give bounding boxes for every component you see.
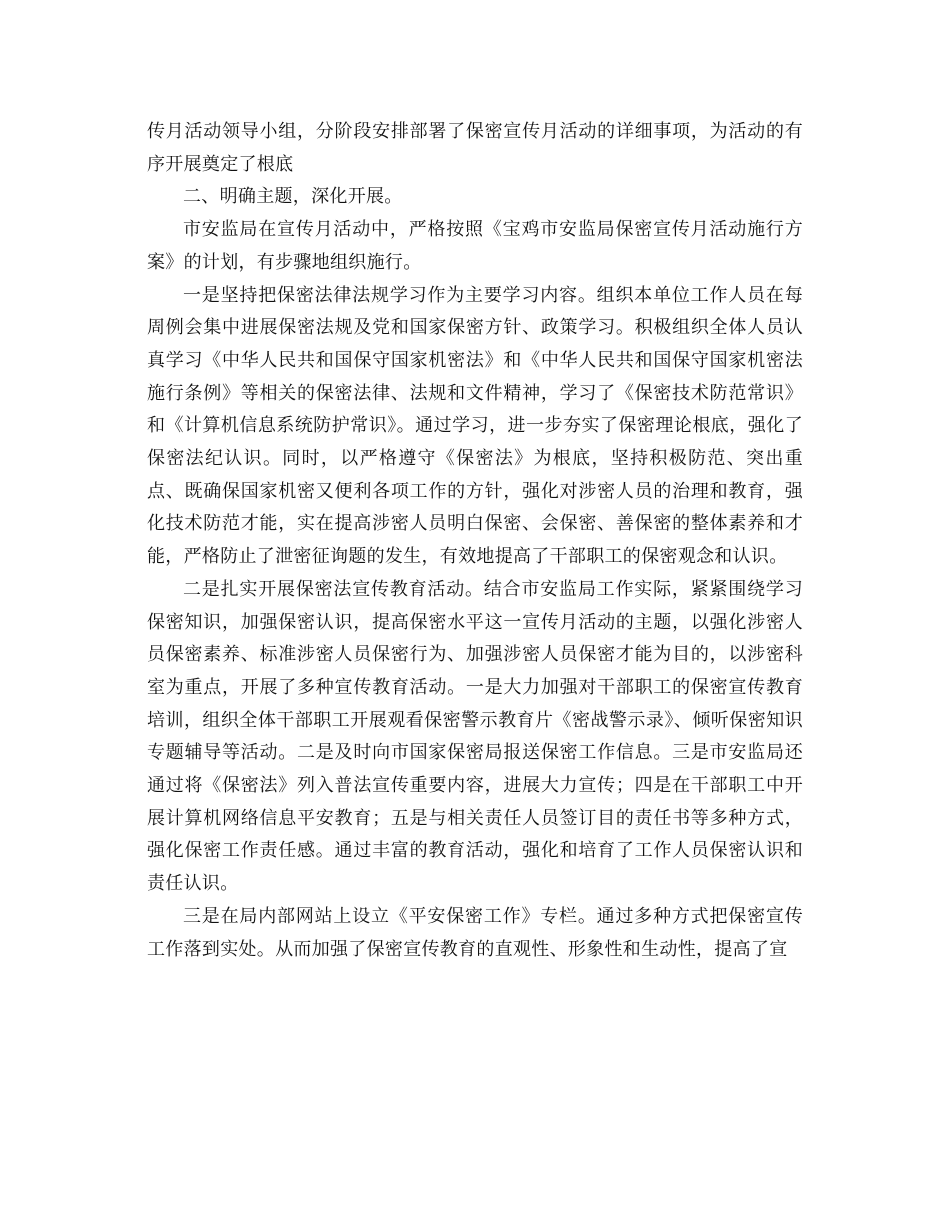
paragraph-intro: 市安监局在宣传月活动中，严格按照《宝鸡市安监局保密宣传月活动施行方案》的计划，有步骤地组织施行。 xyxy=(147,219,803,273)
paragraph-item-three: 三是在局内部网站上设立《平安保密工作》专栏。通过多种方式把保密宣传工作落到实处。从而加强了保密宣传教育的直观性、形象性和生动性，提高了宣 xyxy=(147,905,803,960)
document-body xyxy=(147,116,803,966)
paragraph-continuation: 传月活动领导小组，分阶段安排部署了保密宣传月活动的详细事项，为活动的有序开展奠定了根底 xyxy=(147,121,803,175)
paragraph-item-two: 二是扎实开展保密法宣传教育活动。结合市安监局工作实际，紧紧围绕学习保密知识，加强保密认识，提高保密水平这一宣传月活动的主题，以强化涉密人员保密素养、标准涉密人员保密行为、加强涉密人员保密才能为目的，以涉密科室为重点，开展了多种宣传教育活动。一是大力加强对干部职工的保密宣传教育培训，组织全体干部职工开展观看保密警示教育片《密战警示录》、倾听保密知识专题辅导等活动。二是及时向市国家保密局报送保密工作信息。三是市安监局还通过将《保密法》列入普法宣传重要内容，进展大力宣传；四是在干部职工中开展计算机网络信息平安教育；五是与相关责任人员签订目的责任书等多种方式，强化保密工作责任感。通过丰富的教育活动，强化和培育了工作人员保密认识和责任认识。 xyxy=(147,578,803,895)
section-heading: 二、明确主题，深化开展。 xyxy=(183,186,403,208)
paragraph-item-one: 一是坚持把保密法律法规学习作为主要学习内容。组织本单位工作人员在每周例会集中进展保密法规及党和国家保密方针、政策学习。积极组织全体人员认真学习《中华人民共和国保守国家机密法》和《中华人民共和国保守国家机密法施行条例》等相关的保密法律、法规和文件精神，学习了《保密技术防范常识》和《计算机信息系统防护常识》。通过学习，进一步夯实了保密理论根底，强化了保密法纪认识。同时，以严格遵守《保密法》为根底，坚持积极防范、突出重点、既确保国家机密又便利各项工作的方针，强化对涉密人员的治理和教育，强化技术防范才能，实在提高涉密人员明白保密、会保密、善保密的整体素养和才能，严格防止了泄密征询题的发生，有效地提高了干部职工的保密观念和认识。 xyxy=(147,284,803,568)
